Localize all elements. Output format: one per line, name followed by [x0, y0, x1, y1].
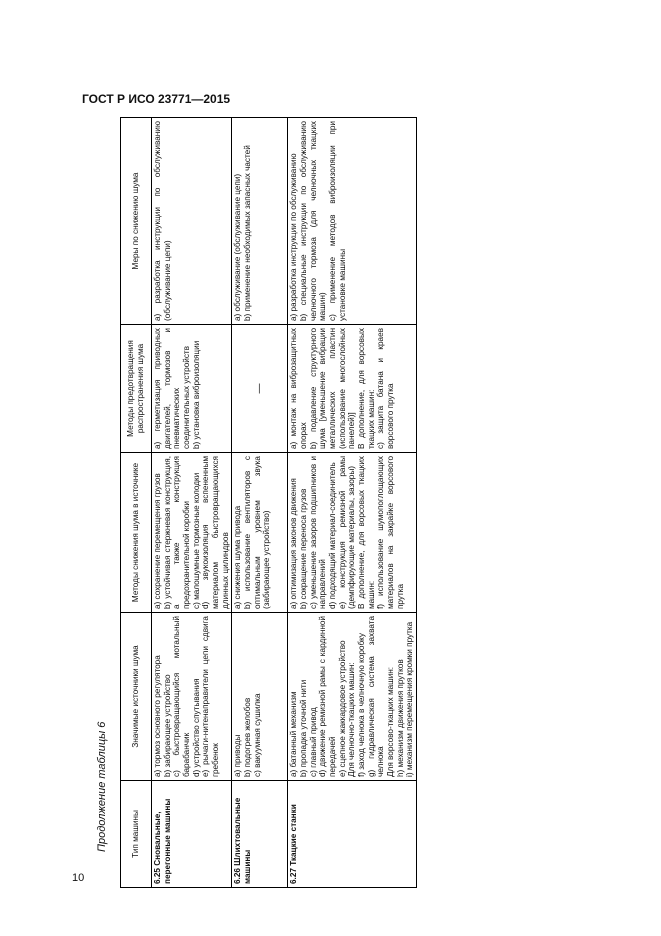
list-item: a) разработка инструкции по обслуживанию [289, 153, 299, 321]
table-header-row [121, 118, 152, 888]
list-item: a) обслуживание (обслуживание цепи) [233, 173, 243, 321]
list-item: b) подавление структурного шума [уменьшение вибрации металлических пластин (использование многослойных панелей)] [308, 328, 357, 449]
list-item: c) главный привод [308, 707, 318, 777]
propagation-methods-cell [152, 325, 232, 453]
list-item: a) тормоз основного регулятора [153, 655, 162, 777]
list-item: d) движение ремизной рамы с кардинной передачей [318, 616, 338, 777]
list-item: a) сохранение перемещения грузов [153, 473, 162, 609]
list-item: b) специальные инструкции по обслуживанию челночного тормоза (для челночных ткацких машин) [299, 121, 328, 321]
propagation-dash-cell: — [232, 325, 288, 453]
list-item: b) использование вентиляторов с оптимальным уровнем звука (забирающее устройство) [243, 456, 272, 609]
list-item: b) устойчивая стержневая конструкция, а также конструкция предохранительной коробки [162, 456, 192, 609]
list-item: d) подходящий материал-соединитель [328, 462, 338, 609]
machine-type-cell: 6.25 Сновальные, перегонные машины [152, 781, 232, 888]
measures-cell [288, 118, 417, 325]
page-number: 10 [72, 872, 85, 884]
header-source-methods: Методы снижения шума в источнике [121, 453, 152, 613]
list-item: b) применение необходимых запасных частей [243, 145, 253, 321]
document-title: ГОСТ Р ИСО 23771—2015 [82, 92, 231, 106]
list-item: b) пропадка уточной нити [299, 679, 309, 777]
table-row [152, 118, 232, 888]
list-item: b) установка виброизоляции [191, 340, 201, 449]
list-item: e) конструкция ремизной рамы (демпфирующие материалы, зазоры) [337, 456, 357, 609]
noise-sources-cell [288, 613, 417, 781]
list-item: d) звукоизоляция вспененным материалом быстровращающихся длинных цилиндров [201, 456, 230, 609]
noise-sources-cell [232, 613, 288, 781]
list-item: В дополнение, для ворсовых ткацких машин: [357, 456, 376, 609]
table-row [232, 118, 288, 888]
header-propagation-methods: Методы предотвращения распространения шума [121, 325, 152, 453]
list-item: c) защита батана и краев ворсового прутка [376, 328, 396, 449]
machine-type-cell: 6.26 Шлихтовальные машины [232, 781, 288, 888]
noise-sources-cell [152, 613, 232, 781]
noise-reduction-table [120, 117, 417, 888]
list-item: e) рычаги-нитенаправители цепи сдвига гребенок [201, 616, 221, 777]
header-noise-sources: Значимые источники шума [121, 613, 152, 781]
list-item: c) быстровращающийся мотальный барабанчик [172, 616, 192, 777]
list-item: a) монтаж на виброзащитных опорах [289, 328, 309, 449]
header-machine-type: Тип машины [121, 781, 152, 888]
list-item: e) сцепное жаккардовое устройство [337, 640, 347, 777]
list-item: a) приводы [233, 734, 243, 777]
list-item: c) малошумные тормозные колодки [191, 472, 201, 609]
list-item: d) устройство спутывания [191, 678, 201, 777]
list-item: В дополнение, для ворсовых ткацких машин: [357, 328, 376, 449]
propagation-methods-cell [288, 325, 417, 453]
list-item: a) батанный механизм [289, 691, 299, 777]
source-methods-cell [232, 453, 288, 613]
list-item: b) подогрев желобов [243, 697, 253, 777]
source-methods-cell [152, 453, 232, 613]
list-item: c) применение методов виброизоляции при установке машины [328, 121, 347, 321]
list-item: b) сокращение переноса грузов [299, 488, 309, 609]
list-item: g) гидравлическая система захвата челнока [366, 616, 386, 777]
header-measures: Меры по снижению шума [121, 118, 152, 325]
list-item: c) вакуумная сушилка [252, 693, 262, 777]
list-item: h) механизм движения прутков [395, 659, 405, 777]
list-item: Для челночно-ткацких машин: [347, 662, 357, 777]
rotated-table-container [120, 118, 415, 888]
source-methods-cell [288, 453, 417, 613]
machine-type-cell: 6.27 Ткацкие станки [288, 781, 417, 888]
list-item: a) снижения шума привода [233, 505, 243, 609]
list-item: c) уменьшение зазоров подшипников и направлений [308, 456, 328, 609]
table-row [288, 118, 417, 888]
list-item: a) разработка инструкции по обслуживанию (обслуживание цепи) [153, 121, 172, 321]
list-item: b) забирающее устройство [162, 674, 172, 777]
list-item: i) механизм перемещения кромки прутка [405, 621, 415, 777]
list-item: a) герметизация приводных двигателей, тормозов и пневматических соединительных устройств [153, 328, 192, 449]
list-item: f) заход челнока в челночную коробку [357, 633, 367, 777]
list-item: f) использование шумопоглощающих материалов на закрайке ворсового прутка [376, 456, 405, 609]
measures-cell [232, 118, 288, 325]
list-item: Для ворсово-ткацких машин: [386, 666, 396, 777]
list-item: a) оптимизация законов движения [289, 478, 299, 609]
measures-cell [152, 118, 232, 325]
table-continuation-caption: Продолжение таблицы 6 [96, 721, 108, 852]
